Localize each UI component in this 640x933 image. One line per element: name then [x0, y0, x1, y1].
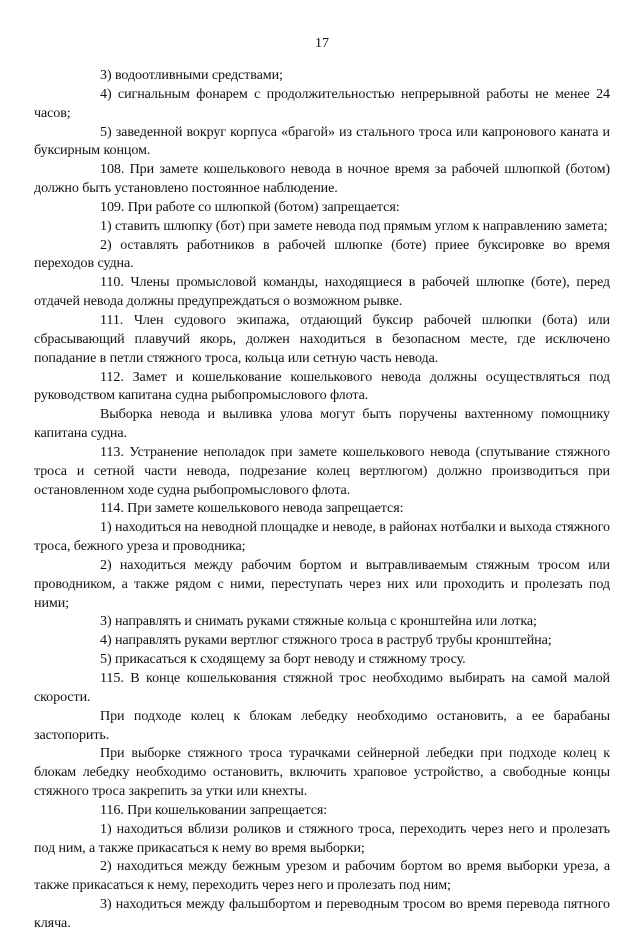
paragraph: 113. Устранение неполадок при замете кошелькового невода (спутывание стяжного троса и сетной части невода, подрезание колец вертлюгом) должно производиться при остановленном ходе судна рыбопромыслового флота.: [34, 443, 610, 498]
paragraph: 110. Члены промысловой команды, находящиеся в рабочей шлюпке (боте), перед отдачей невода должны предупреждаться о возможном рывке.: [34, 274, 610, 310]
paragraph: 1) находиться вблизи роликов и стяжного троса, переходить через него и пролезать под ним, а также прикасаться к нему во время выборки;: [34, 820, 610, 856]
paragraph: 2) оставлять работников в рабочей шлюпке (боте) приее буксировке во время переходов судна.: [34, 236, 610, 272]
paragraph: 116. При кошельковании запрещается:: [100, 801, 328, 818]
document-body: [34, 66, 610, 933]
paragraph: 3) водоотливными средствами;: [100, 67, 283, 83]
paragraph: 1) находиться на неводной площадке и неводе, в районах нотбалки и выхода стяжного троса, бежного уреза и проводника;: [34, 519, 610, 555]
paragraph: 112. Замет и кошелькование кошелькового невода должны осуществляться под руководством капитана судна рыбопромыслового флота.: [34, 368, 610, 404]
paragraph: При выборке стяжного троса турачками сейнерной лебедки при подходе колец к блокам лебедку необходимо остановить, включить храповое устройство, а свободные концы стяжного троса закрепить за утки или кнехты.: [34, 745, 610, 800]
paragraph: 4) направлять руками вертлюг стяжного троса в раструб трубы кронштейна;: [100, 632, 552, 649]
paragraph: 111. Член судового экипажа, отдающий буксир рабочей шлюпки (бота) или сбрасывающий плавучий якорь, должен находиться в безопасном месте, где исключено попадание в петли стяжного троса, кольца или сетную часть невода.: [34, 311, 610, 366]
paragraph: 3) направлять и снимать руками стяжные кольца с кронштейна или лотка;: [100, 613, 537, 630]
paragraph: 3) находиться между фальшбортом и переводным тросом во время перевода пятного кляча.: [34, 896, 610, 931]
paragraph: 114. При замете кошелькового невода запрещается:: [100, 500, 404, 517]
paragraph: 115. В конце кошелькования стяжной трос необходимо выбирать на самой малой скорости.: [34, 670, 610, 705]
paragraph: 4) сигнальным фонарем с продолжительностью непрерывной работы не менее 24 часов;: [34, 85, 610, 121]
paragraph: 2) находиться между рабочим бортом и вытравливаемым стяжным тросом или проводником, а также рядом с ними, переступать через них или проходить и пролезать под ними;: [34, 556, 610, 611]
page-number: 17: [315, 36, 329, 51]
paragraph: 108. При замете кошелькового невода в ночное время за рабочей шлюпкой (ботом) должно быть установлено постоянное наблюдение.: [34, 161, 610, 197]
paragraph: Выборка невода и выливка улова могут быть поручены вахтенному помощнику капитана судна.: [34, 406, 610, 442]
paragraph: 2) находиться между бежным урезом и рабочим бортом во время выборки уреза, а также прикасаться к нему, переходить через него и пролезать под ним;: [34, 858, 610, 894]
paragraph: 5) заведенной вокруг корпуса «брагой» из стального троса или капронового каната и буксирным концом.: [34, 123, 610, 159]
paragraph: 109. При работе со шлюпкой (ботом) запрещается:: [100, 198, 400, 215]
paragraph: При подходе колец к блокам лебедку необходимо остановить, а ее барабаны застопорить.: [34, 707, 610, 743]
paragraph: 5) прикасаться к сходящему за борт неводу и стяжному тросу.: [100, 651, 466, 668]
paragraph: 1) ставить шлюпку (бот) при замете невода под прямым углом к направлению замета;: [100, 217, 608, 234]
